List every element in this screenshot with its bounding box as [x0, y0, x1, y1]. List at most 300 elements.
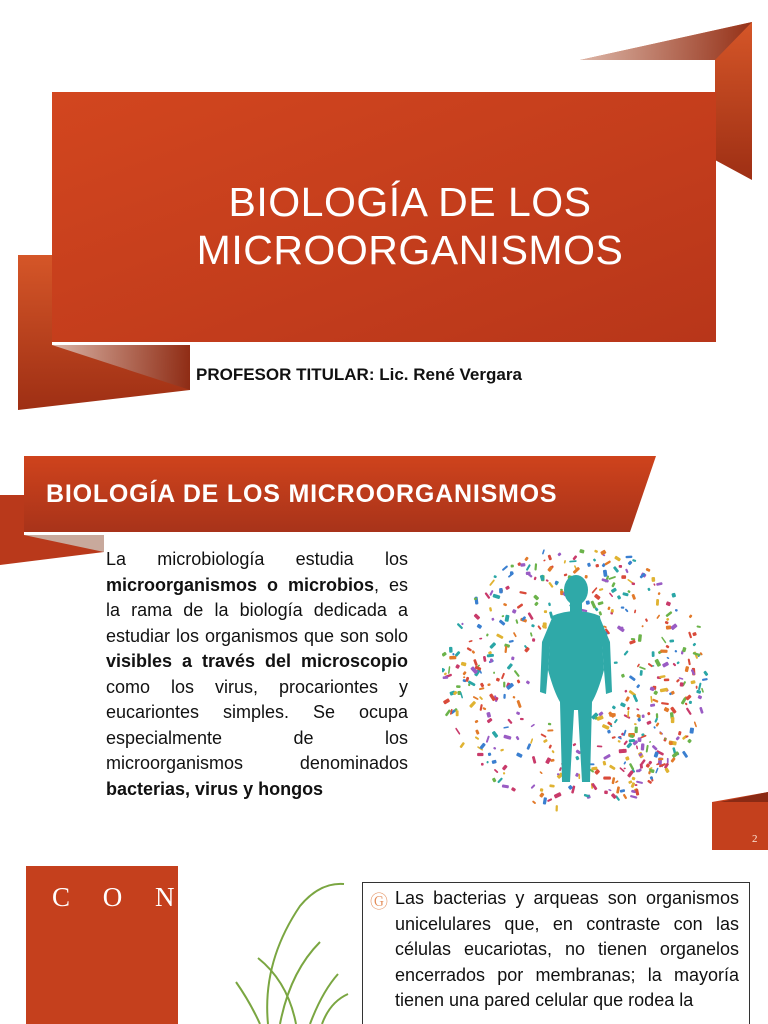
microbe — [696, 690, 701, 694]
microbe — [595, 564, 599, 568]
microbe — [539, 771, 543, 774]
microbe — [533, 594, 539, 600]
microbe — [642, 714, 645, 718]
slide-2 — [0, 430, 768, 855]
microbe — [617, 740, 620, 743]
microbe — [702, 678, 708, 681]
microbe — [623, 714, 630, 719]
human-microbiome-illustration — [442, 542, 712, 812]
microbe — [641, 759, 646, 765]
microbe — [505, 585, 510, 590]
microbe — [469, 701, 476, 709]
text-run: como los virus, procariontes y eucariontes simples. Se ocupa especialmente de los microorganismos denominados — [106, 676, 408, 773]
microbe — [572, 555, 577, 561]
microbe — [499, 588, 503, 593]
microbe — [509, 640, 514, 643]
microbe — [548, 554, 553, 560]
microbe — [547, 729, 553, 731]
microbe — [548, 744, 552, 749]
microbe — [502, 764, 508, 770]
microbe — [477, 753, 483, 756]
microbe — [629, 640, 636, 645]
microbe — [514, 670, 520, 677]
microbe — [602, 724, 610, 730]
text-run: La microbiología estudia los — [106, 549, 408, 569]
microbe — [641, 743, 645, 750]
microbe — [671, 593, 676, 598]
microbe — [663, 707, 669, 713]
microbe — [516, 700, 521, 708]
microbe — [502, 565, 509, 571]
microbe — [703, 670, 708, 676]
microbe — [456, 685, 461, 688]
microbe — [623, 761, 626, 765]
microbe — [635, 784, 638, 786]
microbe — [549, 784, 555, 787]
microbe — [689, 614, 693, 618]
microbe — [461, 662, 467, 667]
microbe — [619, 749, 627, 753]
microbe — [461, 623, 464, 626]
microbe — [611, 793, 617, 799]
microbe — [492, 760, 497, 764]
microbe — [675, 736, 680, 741]
microbe — [551, 750, 555, 754]
microbe — [598, 611, 602, 616]
microbe — [559, 767, 562, 771]
microbe — [662, 661, 669, 667]
microbe — [632, 559, 636, 562]
microbe — [493, 747, 496, 750]
microbe — [634, 609, 636, 613]
microbe — [685, 666, 690, 672]
microbe — [615, 780, 619, 783]
microbe — [621, 606, 625, 608]
microbe — [666, 625, 672, 629]
microbe — [614, 719, 618, 724]
microbe — [640, 670, 643, 676]
microbe — [493, 575, 497, 578]
microbe — [481, 763, 484, 766]
microbe — [639, 666, 646, 670]
microbe — [505, 615, 510, 622]
microbe — [455, 664, 460, 669]
microbe — [445, 709, 451, 716]
page-number: 2 — [752, 833, 758, 845]
microbe — [652, 651, 655, 657]
microbe — [548, 723, 552, 726]
microbe — [486, 712, 491, 718]
microbe — [586, 600, 590, 605]
microbe — [624, 768, 626, 770]
microbe — [489, 642, 496, 649]
microbe — [616, 786, 620, 793]
microbe — [669, 741, 673, 745]
microbe — [666, 618, 670, 622]
microbe — [564, 560, 567, 564]
microbe — [682, 751, 688, 759]
microbe — [499, 619, 506, 626]
microbe — [526, 680, 531, 685]
microbe — [625, 608, 629, 612]
microbe — [460, 692, 463, 699]
microbe — [645, 618, 648, 622]
microbe — [694, 721, 697, 727]
microbe — [633, 694, 639, 702]
microbe — [475, 729, 480, 735]
microbe — [572, 743, 576, 747]
microbe — [539, 792, 545, 798]
microbe — [656, 614, 660, 619]
microbe — [665, 621, 669, 625]
microbe — [636, 745, 638, 749]
microbe — [624, 689, 627, 692]
microbe — [625, 696, 630, 702]
microbe — [607, 729, 611, 733]
microbe — [629, 675, 636, 681]
microbe — [687, 739, 692, 744]
microbe — [658, 758, 664, 761]
microbe — [599, 588, 604, 591]
microbe — [526, 743, 531, 750]
microbe — [627, 707, 630, 711]
microbe — [442, 668, 445, 673]
microbe — [661, 702, 669, 705]
microbe — [496, 633, 504, 639]
microbe — [635, 789, 639, 796]
intro-paragraph — [106, 547, 408, 802]
microbe — [524, 647, 530, 653]
microbe — [526, 564, 531, 571]
microbe — [532, 756, 537, 764]
microbe — [603, 777, 611, 780]
microbe — [637, 718, 641, 723]
microbe — [623, 794, 628, 800]
microbe — [674, 650, 677, 653]
slide-3 — [0, 862, 768, 1024]
microbe — [496, 678, 500, 682]
microbe — [612, 705, 617, 709]
microbe — [678, 731, 682, 736]
microbe — [627, 560, 632, 565]
microbe — [676, 661, 680, 665]
microbe — [609, 592, 614, 597]
microbe — [652, 698, 658, 702]
microbe — [531, 784, 536, 789]
microbe — [689, 700, 693, 704]
microbe — [611, 587, 617, 593]
microbe — [492, 731, 499, 739]
microbe — [607, 606, 610, 610]
microbe — [689, 727, 694, 733]
microbe — [532, 800, 536, 804]
microbe — [627, 590, 631, 594]
microbe — [482, 707, 486, 710]
microbe — [604, 791, 608, 795]
microbe — [597, 745, 603, 747]
microbe — [501, 615, 504, 617]
microbe — [530, 738, 533, 744]
microbe — [647, 587, 651, 591]
microbe — [690, 680, 695, 684]
microbe — [543, 739, 548, 743]
microbe — [466, 647, 472, 652]
microbe — [620, 702, 626, 708]
microbe — [698, 682, 702, 690]
microbe — [459, 742, 465, 749]
microbe — [542, 549, 545, 554]
microbe — [602, 761, 606, 766]
microbe — [611, 582, 616, 588]
microbe — [442, 652, 447, 657]
bacteria-paragraph: Las bacterias y arqueas son organismos unicelulares que, en contraste con las células eucariotas, no tienen organelos encerrados por membranas; la mayoría tienen una pared celular que rodea la — [395, 888, 739, 1010]
bullet-icon: Ⓖ — [370, 892, 388, 912]
microbe — [497, 777, 503, 783]
microbe — [669, 639, 674, 642]
microbe — [591, 587, 597, 594]
microbe — [671, 717, 675, 723]
microbe — [641, 625, 644, 628]
microbe — [449, 656, 456, 660]
microbe — [512, 696, 515, 699]
microbe — [664, 678, 670, 681]
slide-title — [150, 178, 670, 274]
bold-text-run: microorganismos o microbios — [106, 574, 375, 595]
microbe — [543, 797, 547, 805]
microbe — [527, 612, 533, 620]
microbe — [548, 582, 554, 588]
microbe — [608, 789, 612, 792]
microbe — [554, 792, 562, 799]
microbe — [675, 609, 678, 612]
slide-title-line-1: BIOLOGÍA DE LOS — [228, 179, 592, 225]
microbe — [609, 764, 616, 770]
microbe — [564, 573, 568, 576]
microbe — [503, 682, 505, 688]
microbe — [479, 696, 483, 700]
microbe — [634, 723, 637, 725]
microbe — [488, 752, 492, 756]
microbe — [597, 601, 603, 605]
microbe — [623, 650, 628, 656]
microbe — [623, 740, 628, 745]
microbe — [667, 758, 669, 763]
microbe — [594, 594, 601, 601]
microbe — [661, 636, 667, 643]
microbe — [452, 653, 455, 656]
microbe — [636, 781, 643, 785]
microbe — [503, 694, 506, 699]
microbe — [513, 632, 517, 637]
microbe — [486, 735, 490, 742]
microbe — [492, 777, 497, 782]
microbe — [456, 710, 459, 716]
microbe — [630, 795, 638, 799]
microbe — [701, 688, 704, 693]
slide-subtitle: PROFESOR TITULAR: Lic. René Vergara — [196, 365, 522, 384]
microbe — [503, 603, 507, 607]
microbe — [666, 657, 669, 660]
microbe — [524, 556, 529, 561]
microbe — [489, 579, 495, 586]
microbe — [479, 638, 482, 640]
microbe — [622, 592, 628, 596]
microbe — [537, 625, 541, 630]
microbe — [530, 724, 535, 728]
microbe — [629, 763, 635, 771]
microbe — [696, 686, 698, 689]
microbe — [492, 594, 500, 600]
microbe — [516, 679, 520, 683]
microbe — [487, 718, 493, 724]
microbe — [503, 734, 511, 739]
microbe — [517, 603, 524, 609]
microbe — [489, 607, 492, 612]
microbe — [474, 720, 478, 724]
microbe — [483, 656, 487, 662]
microbe — [494, 769, 499, 774]
microbe — [471, 650, 475, 654]
microbe — [692, 642, 696, 646]
microbe — [598, 711, 604, 716]
microbe — [655, 767, 659, 773]
microbe — [692, 632, 697, 636]
slide-1 — [0, 0, 768, 425]
bold-text-run: visibles a través del microscopio — [106, 651, 408, 671]
microbe — [444, 672, 448, 676]
microbe — [503, 726, 509, 728]
microbe — [651, 577, 655, 582]
microbe — [603, 570, 608, 577]
microbe — [531, 624, 535, 628]
microbe — [621, 674, 625, 678]
microbe — [654, 751, 659, 758]
microbe — [487, 683, 491, 686]
microbe — [594, 550, 598, 554]
microbe — [688, 658, 691, 665]
microbe — [515, 619, 518, 624]
microbe — [512, 609, 517, 614]
microbe — [448, 666, 450, 674]
microbe — [511, 564, 514, 567]
microbe — [612, 736, 616, 739]
microbe — [625, 568, 629, 573]
microbe — [502, 784, 509, 788]
microbe — [579, 549, 584, 554]
microbe — [548, 602, 551, 606]
microbe — [646, 720, 651, 725]
microbe — [475, 736, 480, 740]
microbe — [665, 611, 672, 617]
microbe — [626, 742, 632, 749]
microbe — [699, 707, 704, 714]
microbe — [585, 575, 588, 579]
section-title: BIOLOGÍA DE LOS MICROORGANISMOS — [46, 480, 558, 508]
microbe — [526, 572, 531, 576]
microbe — [636, 684, 640, 689]
microbe — [486, 633, 489, 636]
microbe — [543, 559, 546, 561]
microbe — [688, 631, 692, 638]
microbe — [480, 682, 485, 687]
microbe — [473, 696, 479, 700]
microbe — [611, 777, 615, 784]
microbe — [443, 676, 449, 679]
microbe — [650, 696, 652, 703]
text-run: , es la rama de la biología dedicada a estudiar los organismos que son solo — [106, 574, 409, 646]
microbe — [617, 595, 622, 600]
microbe — [614, 661, 618, 663]
microbe — [604, 560, 611, 565]
microbe — [511, 656, 515, 660]
microbe — [486, 761, 488, 764]
microbe — [653, 690, 658, 695]
microbe — [473, 613, 480, 620]
microbe — [638, 634, 642, 642]
microbe — [484, 592, 490, 599]
microbe — [533, 576, 536, 580]
microbe — [657, 592, 660, 596]
microbe — [557, 552, 561, 556]
microbe — [468, 640, 472, 643]
microbe — [443, 698, 450, 705]
microbe — [569, 560, 577, 562]
microbe — [620, 789, 626, 793]
microbe — [631, 594, 636, 600]
microbe — [653, 726, 656, 729]
microbe — [543, 622, 547, 628]
microbe — [611, 609, 614, 613]
microbe — [614, 555, 621, 561]
microbe — [507, 663, 513, 670]
microbe — [479, 687, 485, 690]
microbe — [449, 647, 453, 653]
microbe — [603, 754, 611, 760]
microbe — [532, 638, 535, 642]
microbe — [516, 752, 523, 758]
microbe — [659, 675, 666, 679]
microbe — [634, 726, 637, 733]
microbe — [545, 579, 548, 582]
microbe — [590, 600, 596, 608]
microbe — [647, 712, 651, 716]
microbe — [516, 711, 520, 715]
microbe — [625, 556, 632, 559]
microbe — [628, 780, 633, 784]
microbe — [547, 798, 552, 802]
microbe — [511, 787, 516, 792]
microbe — [680, 682, 684, 687]
microbe — [685, 694, 691, 700]
microbe — [619, 565, 622, 568]
microbe — [666, 601, 672, 606]
microbe — [648, 771, 650, 774]
microbe — [540, 733, 546, 738]
microbe — [578, 774, 580, 780]
microbe — [646, 745, 649, 753]
microbe — [652, 745, 658, 751]
microbe — [479, 704, 482, 711]
microbe — [593, 558, 597, 562]
microbe — [455, 727, 461, 734]
microbe — [665, 645, 669, 649]
microbe — [636, 708, 639, 711]
microbe — [660, 649, 667, 652]
microbe — [587, 562, 591, 567]
side-label: C O N C — [52, 882, 239, 912]
human-figure — [540, 575, 612, 782]
microbe — [555, 805, 557, 812]
